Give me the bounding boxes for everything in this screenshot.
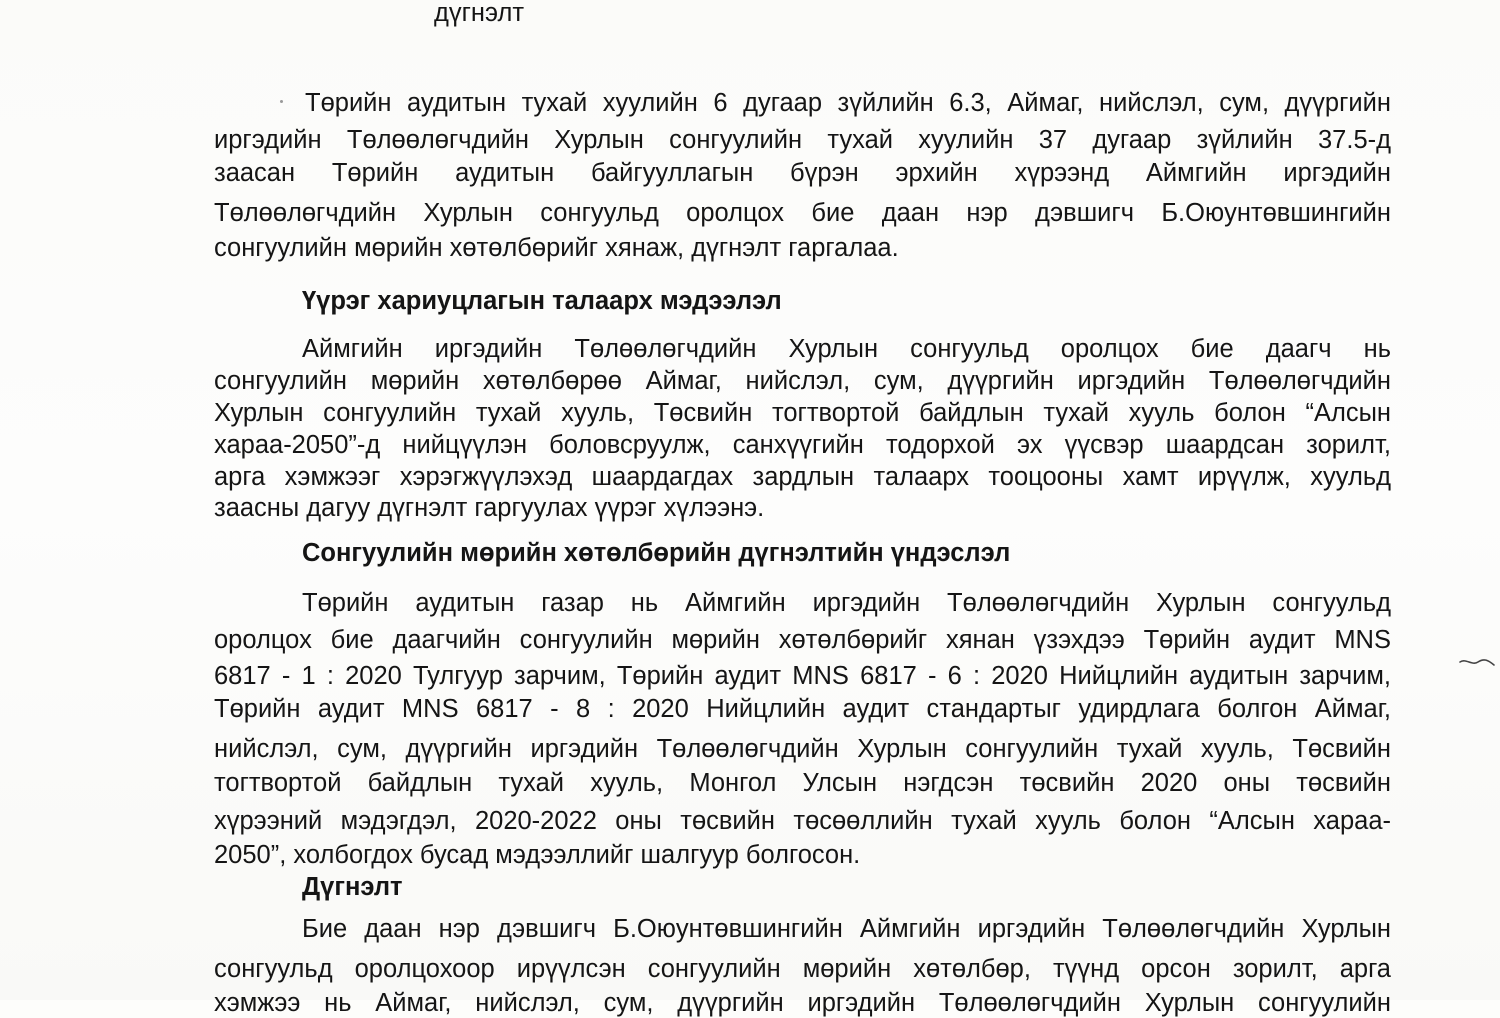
section-heading-basis: Сонгуулийн мөрийн хөтөлбөрийн дүгнэлтийн үндэслэл <box>302 539 1011 567</box>
section2-line-2: оролцох бие даагчийн сонгуулийн мөрийн хөтөлбөрийг хянан үзэхдээ Төрийн аудит MNS <box>214 626 1391 654</box>
section1-line-3: Хурлын сонгуулийн тухай хууль, Төсвийн тогтвортой байдлын тухай хууль болон “Алсын <box>214 399 1391 427</box>
top-fragment: дүгнэлт <box>434 0 525 27</box>
section2-line-3: 6817 - 1 : 2020 Тулгуур зарчим, Төрийн аудит MNS 6817 - 6 : 2020 Нийцлийн аудитын зарчим, <box>214 662 1391 690</box>
section1-line-2: сонгуулийн мөрийн хөтөлбөрөө Аймаг, нийслэл, сум, дүүргийн иргэдийн Төлөөлөгчдийн <box>214 367 1391 395</box>
section2-line-5: нийслэл, сум, дүүргийн иргэдийн Төлөөлөгчдийн Хурлын сонгуулийн тухай хууль, Төсвийн <box>214 735 1391 763</box>
section2-line-1: Төрийн аудитын газар нь Аймгийн иргэдийн Төлөөлөгчдийн Хурлын сонгуульд <box>302 589 1391 617</box>
intro-line-4: Төлөөлөгчдийн Хурлын сонгуульд оролцох бие даан нэр дэвшигч Б.Оюунтөвшингийн <box>214 199 1391 227</box>
section-heading-responsibility: Үүрэг хариуцлагын талаарх мэдээлэл <box>302 287 782 315</box>
section3-line-3: хэмжээ нь Аймаг, нийслэл, сум, дүүргийн иргэдийн Төлөөлөгчдийн Хурлын сонгуулийн <box>214 989 1391 1017</box>
intro-line-5: сонгуулийн мөрийн хөтөлбөрийг хянаж, дүгнэлт гаргалаа. <box>214 234 899 262</box>
intro-line-3: заасан Төрийн аудитын байгууллагын бүрэн эрхийн хүрээнд Аймгийн иргэдийн <box>214 159 1391 187</box>
section-heading-conclusion: Дүгнэлт <box>302 873 403 901</box>
section2-line-8: 2050”, холбогдох бусад мэдээллийг шалгуур болгосон. <box>214 841 861 869</box>
section3-line-2: сонгуульд оролцохоор ирүүлсэн сонгуулийн мөрийн хөтөлбөр, түүнд орсон зорилт, арга <box>214 955 1391 983</box>
section1-line-1: Аймгийн иргэдийн Төлөөлөгчдийн Хурлын сонгуульд оролцох бие даагч нь <box>302 335 1391 363</box>
section1-line-5: арга хэмжээг хэрэгжүүлэхэд шаардагдах зардлын талаарх тооцооны хамт ирүүлж, хуульд <box>214 463 1391 491</box>
section1-line-4: хараа-2050”-д нийцүүлэн боловсруулж, санхүүгийн тодорхой эх үүсвэр шаардсан зорилт, <box>214 431 1391 459</box>
intro-line-1: Төрийн аудитын тухай хуулийн 6 дугаар зүйлийн 6.3, Аймаг, нийслэл, сум, дүүргийн <box>305 89 1391 117</box>
section2-line-4: Төрийн аудит MNS 6817 - 8 : 2020 Нийцлийн аудит стандартыг удирдлага болгон Аймаг, <box>214 695 1391 723</box>
section2-line-6: тогтвортой байдлын тухай хууль, Монгол Улсын нэгдсэн төсвийн 2020 оны төсвийн <box>214 769 1391 797</box>
scan-speck <box>280 100 283 103</box>
section3-line-1: Бие даан нэр дэвшигч Б.Оюунтөвшингийн Аймгийн иргэдийн Төлөөлөгчдийн Хурлын <box>302 915 1391 943</box>
intro-line-2: иргэдийн Төлөөлөгчдийн Хурлын сонгуулийн тухай хуулийн 37 дугаар зүйлийн 37.5-д <box>214 126 1391 154</box>
section2-line-7: хүрээний мэдэгдэл, 2020-2022 оны төсвийн төсөөллийн тухай хууль болон “Алсын хараа- <box>214 807 1391 835</box>
section1-line-6: заасны дагуу дүгнэлт гаргуулах үүрэг хүлээнэ. <box>214 494 765 522</box>
pen-mark <box>1458 656 1498 672</box>
